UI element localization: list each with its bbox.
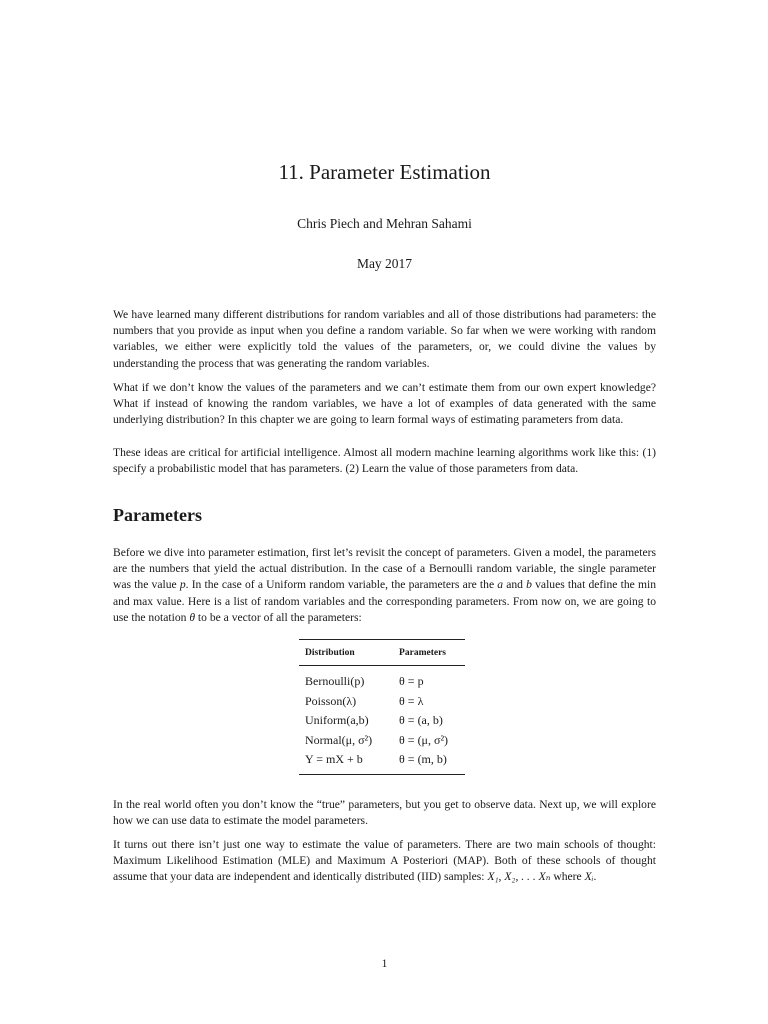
date: May 2017: [356, 256, 413, 271]
distribution-cell: Normal(μ, σ²): [305, 732, 373, 747]
schools-of-thought-paragraph: It turns out there isn’t just one way to estimate the value of parameters. There are two main schools of thought: Maximum Likelihood Estimation (MLE) and Maximum A Posteriori (MAP). Both of these schools of thought assume that your data are independent and identically distributed (IID) samples: X₁, X₂, . . . Xₙ where Xᵢ.: [113, 838, 656, 884]
parameters-cell: θ = (m, b): [399, 752, 447, 766]
parameters-cell: θ = λ: [399, 693, 424, 708]
parameters-paragraph: Before we dive into parameter estimation, first let’s revisit the concept of parameters. Given a model, the parameters are the numbers that yield the actual distribution. In the case of a Bernoulli random variable, the single parameter was the value p. In the case of a Uniform random variable, the parameters are the a and b values that define the min and max value. Here is a list of random variables and the corresponding parameters. From now on, we are going to use the notation θ to be a vector of all the parameters:: [113, 546, 656, 624]
table-row: [299, 711, 465, 731]
parameters-table-container: [299, 639, 465, 775]
table-row: [299, 731, 465, 751]
intro-paragraph-2: What if we don’t know the values of the parameters and we can’t estimate them from our own expert knowledge? What if instead of knowing the random variables, we have a lot of examples of data generated with the same underlying distribution? In this chapter we are going to learn formal ways of estimating parameters from data.: [113, 381, 656, 427]
distribution-cell: Y = mX + b: [305, 752, 363, 766]
intro-paragraph-1: We have learned many different distributions for random variables and all of those distributions had parameters: the numbers that you provide as input when you define a random variable. So far when we were working with random variables, we either were explicitly told the values of the parameters, or, we could divine the values by understanding the process that was generating the random variables.: [113, 308, 656, 370]
section-heading-parameters: Parameters: [113, 505, 202, 525]
distribution-cell: Bernoulli(p): [305, 674, 365, 688]
parameters-cell: θ = (a, b): [399, 713, 443, 727]
table-row: [299, 666, 465, 692]
paper-title: 11. Parameter Estimation: [278, 160, 491, 184]
parameters-cell: θ = (μ, σ²): [399, 732, 449, 747]
table-header-row: [299, 640, 465, 666]
page-number: 1: [381, 958, 388, 970]
authors: Chris Piech and Mehran Sahami: [297, 216, 472, 231]
parameters-cell: θ = p: [399, 674, 424, 688]
parameters-table: [299, 639, 465, 775]
intro-paragraph-3: These ideas are critical for artificial intelligence. Almost all modern machine learning algorithms work like this: (1) specify a probabilistic model that has parameters. (2) Learn the value of those parameters from data.: [113, 446, 656, 476]
distribution-cell: Poisson(λ): [305, 693, 357, 708]
column-header-parameters: Parameters: [393, 640, 465, 666]
paper-page: [113, 0, 656, 1024]
table-row: [299, 692, 465, 712]
distribution-cell: Uniform(a,b): [305, 713, 369, 727]
real-world-paragraph: In the real world often you don’t know the “true” parameters, but you get to observe data. Next up, we will explore how we can use data to estimate the model parameters.: [113, 798, 656, 828]
table-row: [299, 750, 465, 774]
column-header-distribution: Distribution: [299, 640, 393, 666]
